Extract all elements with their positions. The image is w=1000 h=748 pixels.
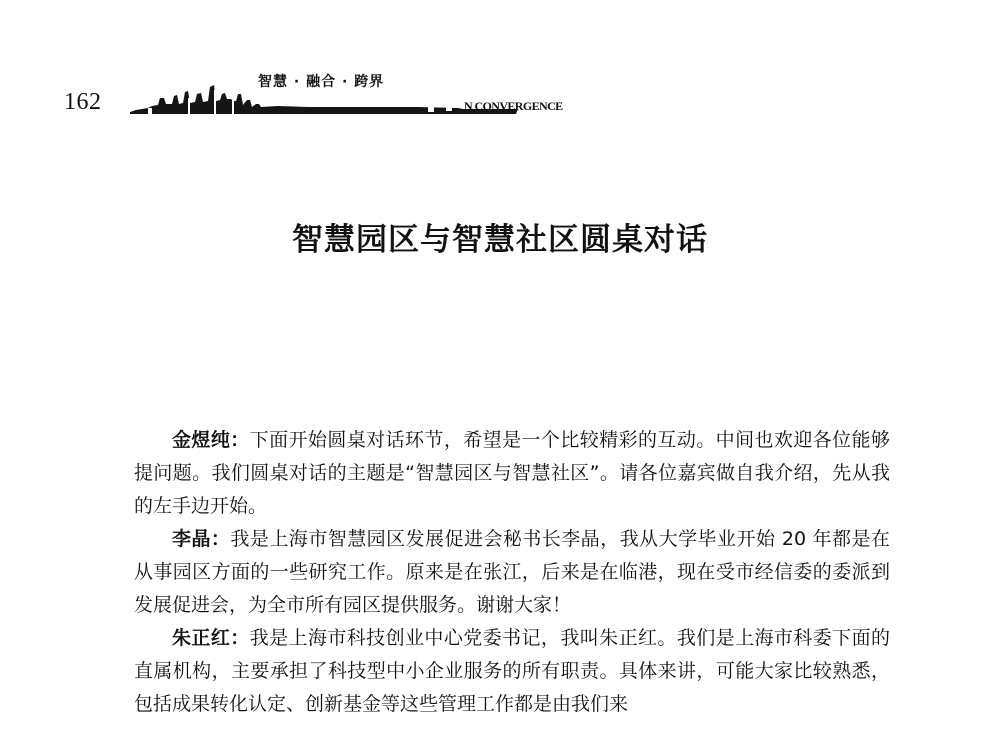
paragraph (134, 523, 890, 622)
speaker-name: 李晶： (172, 528, 231, 550)
speaker-name: 金煜纯： (172, 429, 250, 451)
article-body (134, 424, 890, 721)
series-title: 智慧 · 融合 · 跨界 (258, 74, 385, 90)
paragraph-text: 下面开始圆桌对话环节，希望是一个比较精彩的互动。中间也欢迎各位能够提问题。我们圆桌对话的主题是“智慧园区与智慧社区”。请各位嘉宾做自我介绍，先从我的左手边开始。 (134, 429, 890, 517)
series-english-text: N CONVERGENCE (464, 99, 563, 113)
paragraph-text: 我是上海市智慧园区发展促进会秘书长李晶，我从大学毕业开始 20 年都是在从事园区方面的一些研究工作。原来是在张江，后来是在临港，现在受市经信委的委派到发展促进会，为全市所有园区提供服务。谢谢大家！ (134, 528, 890, 616)
article-title: 智慧园区与智慧社区圆桌对话 (292, 222, 708, 258)
speaker-name: 朱正红： (172, 627, 250, 649)
paragraph (134, 424, 890, 523)
page-number: 162 (64, 89, 102, 115)
paragraph-text: 我是上海市科技创业中心党委书记，我叫朱正红。我们是上海市科委下面的直属机构，主要承担了科技型中小企业服务的所有职责。具体来讲，可能大家比较熟悉，包括成果转化认定、创新基金等这些管理工作都是由我们来 (134, 627, 890, 715)
paragraph (134, 622, 890, 721)
